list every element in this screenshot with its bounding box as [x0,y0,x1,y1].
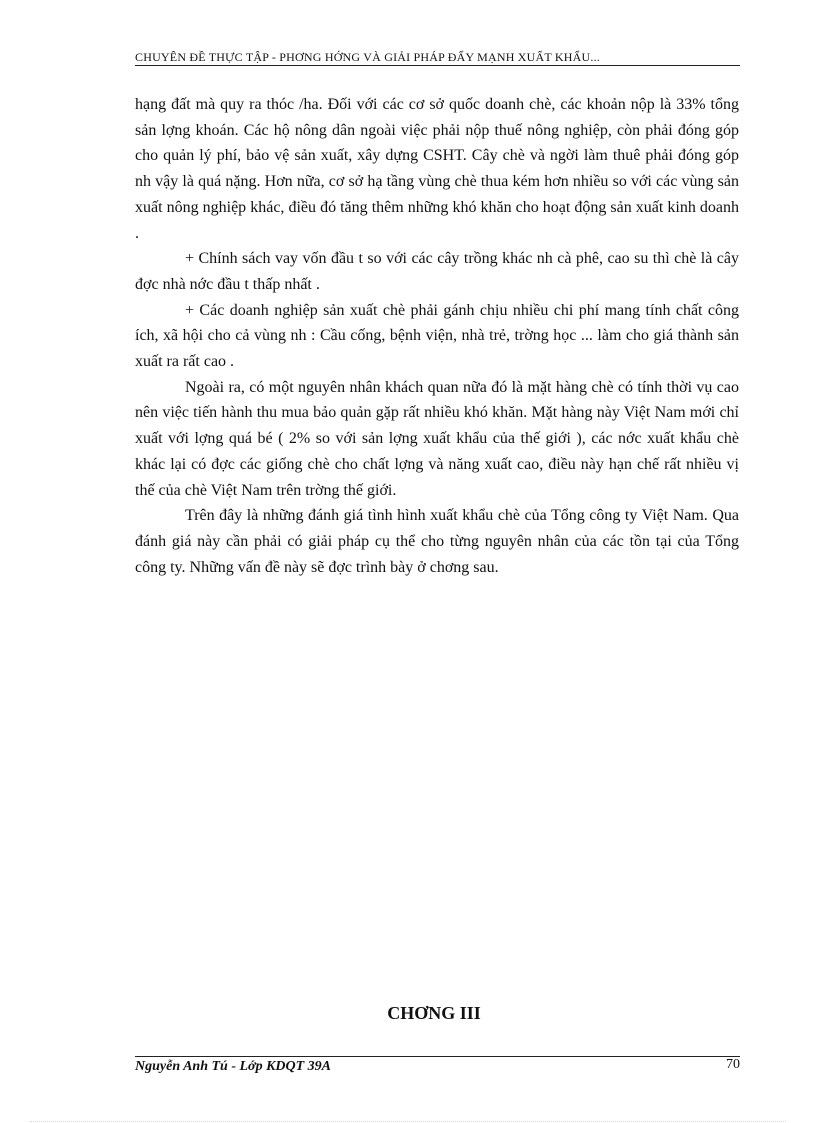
paragraph-1: hạng đất mà quy ra thóc /ha. Đối với các cơ sở quốc doanh chè, các khoản nộp là 33% tổng sản lợng khoán. Các hộ nông dân ngoài việc phải nộp thuế nông nghiệp, còn phải đóng góp cho quản lý phí, bảo vệ sản xuất, xây dựng CSHT. Cây chè và ngời làm thuê phải đóng góp nh vậy là quá nặng. Hơn nữa, cơ sở hạ tầng vùng chè thua kém hơn nhiều so với các vùng sản xuất nông nghiệp khác, điều đó tăng thêm những khó khăn cho hoạt động sản xuất kinh doanh . [135,96,739,242]
footer-author: Nguyễn Anh Tú - Lớp KDQT 39A [135,1059,332,1074]
chapter-heading: CHƠNG III [387,1003,481,1023]
paragraph-3: + Các doanh nghiệp sản xuất chè phải gánh chịu nhiều chi phí mang tính chất công ích, xã hội cho cả vùng nh : Cầu cống, bệnh viện, nhà trẻ, trờng học ... làm cho giá thành sản xuất ra rất cao . [135,301,739,371]
page-number: 70 [726,1057,740,1072]
footer-divider [135,1056,740,1057]
body-text [135,92,739,580]
paragraph-4: Ngoài ra, có một nguyên nhân khách quan nữa đó là mặt hàng chè có tính thời vụ cao nên việc tiến hành thu mua bảo quản gặp rất nhiều khó khăn. Mặt hàng này Việt Nam mới chỉ xuất với lợng quá bé ( 2% so với sản lợng xuất khẩu của thế giới ), các nớc xuất khẩu chè khác lại có đợc các giống chè cho chất lợng và năng xuất cao, điều này hạn chế rất nhiều vị thế của chè Việt Nam trên trờng thế giới. [135,378,739,499]
paragraph-5: Trên đây là những đánh giá tình hình xuất khẩu chè của Tổng công ty Việt Nam. Qua đánh giá này cần phải có giải pháp cụ thể cho từng nguyên nhân của các tồn tại của Tổng công ty. Những vấn đề này sẽ đợc trình bày ở chơng sau. [135,507,739,576]
running-header: CHUYÊN ĐỀ THỰC TẬP - PHƠNG HỚNG VÀ GIẢI PHÁP ĐẨY MẠNH XUẤT KHẨU... [135,50,740,66]
paragraph-2: + Chính sách vay vốn đầu t so với các cây trồng khác nh cà phê, cao su thì chè là cây đợc nhà nớc đầu t thấp nhất . [135,250,739,293]
page-bottom-border [30,1121,786,1122]
